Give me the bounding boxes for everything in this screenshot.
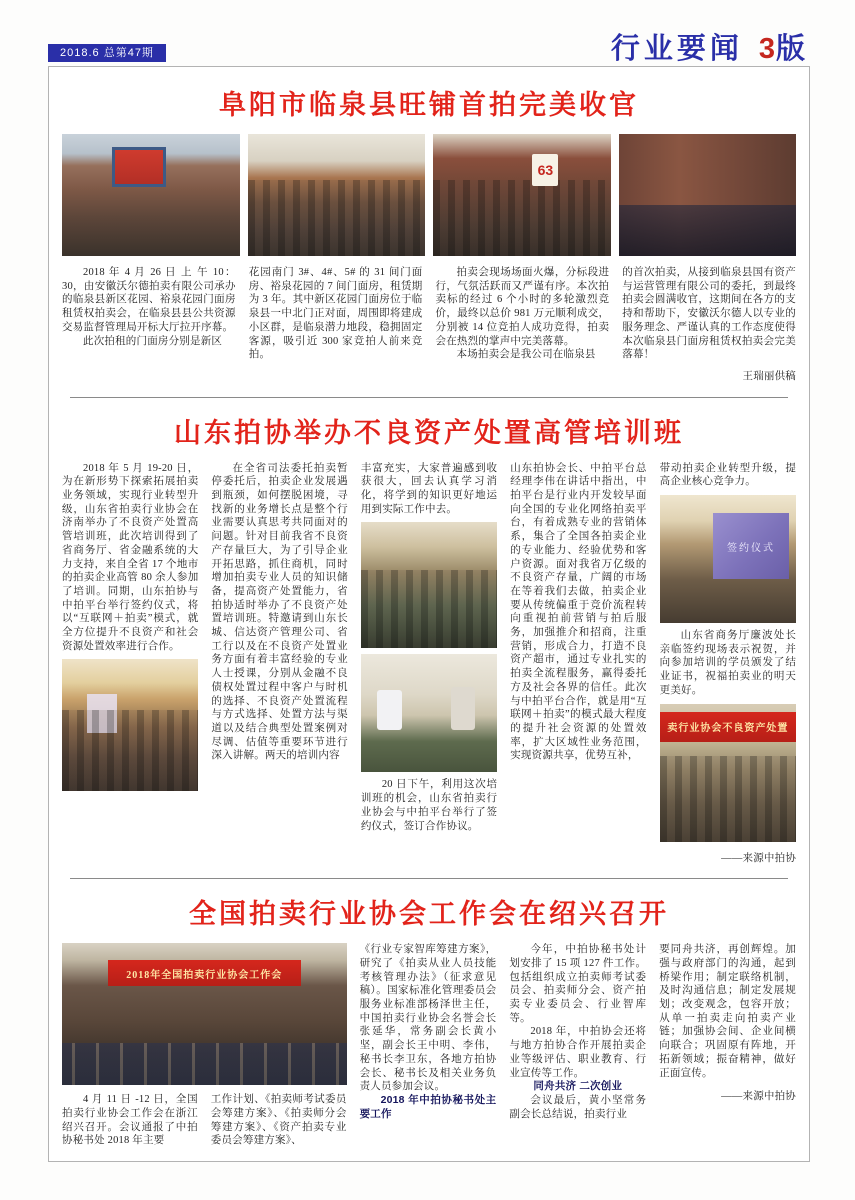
paragraph: 在全省司法委托拍卖暂停委托后，拍卖企业发展遇到瓶颈，如何摆脱困境，寻找新的业务增长点是整个行业需要认真思考共同面对的问题。针对目前我省不良资产存量巨大，为了引导企业开拓思路，抓住商机，同时增加拍卖专业人员的知识储备，提高资产处置能力，省拍协适时举办了不良资产处置培训班。特邀请到山东长城、信达资产管理公司、省工行以及在不良资产处置业务方面有着丰富经验的专业人士授课，分别从金融不良债权处置过程中客户与时机的选择、不良资产处置流程与方式选择、处置方法与渠道以及结合典型处置案例对尽调、估值等重要环节进行深入讲解。两天的培训内容 bbox=[211, 462, 348, 762]
photo-training-hall bbox=[62, 659, 198, 791]
article-shandong-training bbox=[62, 411, 796, 866]
paragraph: 要同舟共济，再创辉煌。加强与政府部门的沟通，起到桥梁作用；制定联络机制，及时沟通信息；制定发展规划；改变观念，包容开放；从单一拍卖走向拍卖产业链；加强协会间、企业间横向联合；巩固原有阵地，开拓新领域；振奋精神，做好正面宣传。 bbox=[659, 944, 796, 1079]
photo-work-meeting bbox=[62, 943, 347, 1085]
article-2-col-3 bbox=[361, 462, 497, 866]
section-title: 行业要闻 bbox=[610, 33, 743, 65]
article-3-col-5 bbox=[659, 943, 796, 1148]
article-2-col-1 bbox=[62, 462, 198, 866]
source-credit: ——来源中拍协 bbox=[721, 852, 797, 864]
article-separator bbox=[70, 878, 788, 879]
article-2-col-2 bbox=[211, 462, 347, 866]
paragraph: 的首次拍卖，从接到临泉县国有资产与运营管理有限公司的委托，到最终拍卖会圆满收官，这期间在各方的支持和帮助下，安徽沃尔德人以专业的服务理念、严谨认真的工作态度使得本次临泉县门面房租赁权拍卖会完美落幕！ bbox=[622, 267, 796, 361]
article-1-columns bbox=[62, 266, 796, 384]
article-1-col-2 bbox=[249, 266, 423, 384]
paragraph: 20 日下午，利用这次培训班的机会，山东省拍卖行业协会与中拍平台举行了签约仪式，签订合作协议。 bbox=[360, 779, 498, 832]
photo-speakers-table bbox=[361, 654, 497, 772]
sub-heading: 2018 年中拍协秘书处主要工作 bbox=[359, 1093, 497, 1120]
article-2-col-4 bbox=[510, 462, 646, 866]
photo-auction-hall bbox=[62, 134, 240, 256]
paragraph: 会议最后，黄小坚常务副会长总结说，拍卖行业 bbox=[509, 1094, 647, 1120]
article-3-headline: 全国拍卖行业协会工作会在绍兴召开 bbox=[189, 899, 669, 930]
source-credit: ——来源中拍协 bbox=[721, 1091, 796, 1103]
byline: 王瑞丽供稿 bbox=[742, 370, 796, 382]
paragraph: 工作计划、《拍卖师考试委员会筹建方案》、《拍卖师分会筹建方案》、《资产拍卖专业委员会筹建方案》、 bbox=[210, 1094, 347, 1147]
article-3-columns bbox=[62, 943, 796, 1148]
paragraph: 2018 年 4 月 26 日 上 午 10：30，由安徽沃尔德拍卖有限公司承办的临泉县新区花园、裕泉花园门面房租赁权拍卖会，在临泉县县公共资源交易监督管理局开标大厅拉开序幕。 bbox=[62, 267, 236, 333]
bid-paddle: 63 bbox=[532, 154, 558, 186]
meeting-banner-text: 2018年全国拍卖行业协会工作会 bbox=[126, 969, 283, 981]
photo-certificate-group bbox=[660, 704, 796, 842]
article-1-col-3 bbox=[436, 266, 610, 384]
paragraph: 此次拍租的门面房分别是新区 bbox=[83, 335, 223, 347]
article-3-sub-columns bbox=[62, 1093, 347, 1148]
content-frame bbox=[48, 66, 810, 1162]
paragraph: 4 月 11 日 -12 日，全国拍卖行业协会工作会在浙江绍兴召开。会议通报了中拍协秘书处 2018 年主要 bbox=[62, 1094, 198, 1147]
paragraph: 2018 年 5 月 19-20 日，为在新形势下探索拓展拍卖业务领域，实现行业转型升级，山东省拍卖行业协会在济南举办了不良资产处置高管培训班，此次培训得到了省商务厅、省金融系统的大力支持，来自全省 17 个地市的拍卖企业高管 80 余人参加了培训。同期，山东拍协与中拍平台举行签约仪式，将以“互联网＋拍卖”模式，就全方位提升不良资产和社会资源处置效率进行合作。 bbox=[62, 462, 199, 652]
paragraph: 2018 年，中拍协会还将与地方拍协合作开展拍卖企业等级评估、职业教育、行业宣传等工作。 bbox=[509, 1026, 647, 1079]
article-1-photo-row bbox=[62, 134, 796, 256]
paragraph: 山东省商务厅廉波处长亲临签约现场表示祝贺，并向参加培训的学员颁发了结业证书，祝福拍卖业的明天更美好。 bbox=[659, 630, 797, 696]
article-2-headline: 山东拍协举办不良资产处置高管培训班 bbox=[174, 417, 684, 448]
article-3-col-4 bbox=[509, 943, 646, 1148]
paragraph: 花园南门 3#、4#、5# 的 31 间门面房、裕泉花园的 7 间门面房，租赁期为 3 年。其中新区花园门面房位于临泉县一中北门正对面，周围即将建成小区群，是临泉潜力地段，稳拥固定客源，吸引近 300 家竞拍人前来竞拍。 bbox=[248, 267, 423, 361]
paragraph: 拍卖会现场场面火爆，分标段进行，气氛活跃而又严谨有序。本次拍卖标的经过 6 个小时的多轮激烈竞价，最终以总价 981 万元顺利成交，分别被 14 位竞拍人成功竞得，拍卖会在热烈的掌声中完美落幕。 bbox=[435, 267, 610, 347]
article-3-left-block bbox=[62, 943, 347, 1148]
article-1-headline: 阜阳市临泉县旺铺首拍完美收官 bbox=[219, 90, 639, 120]
paragraph: 丰富充实，大家普遍感到收获很大，回去认真学习消化，将学到的知识更好地运用到实际工作中去。 bbox=[360, 462, 498, 515]
photo-bidders bbox=[433, 134, 611, 256]
article-3-col-3 bbox=[360, 943, 497, 1148]
photo-signing-ceremony bbox=[660, 495, 796, 623]
page-label: 版 bbox=[775, 33, 809, 65]
signing-screen-text: 签约仪式 bbox=[727, 542, 776, 554]
article-1-col-1 bbox=[62, 266, 236, 384]
red-banner-text: 卖行业协会不良资产处置 bbox=[667, 723, 789, 735]
sub-heading: 同舟共济 二次创业 bbox=[533, 1080, 623, 1093]
article-separator bbox=[70, 397, 788, 398]
article-3-col-1 bbox=[62, 1093, 198, 1148]
paragraph: 带动拍卖企业转型升级，提高企业核心竞争力。 bbox=[659, 462, 797, 488]
article-2-col-5 bbox=[660, 462, 796, 866]
red-banner bbox=[660, 712, 796, 742]
paragraph: 山东拍协会长、中拍平台总经理李伟在讲话中指出，中拍平台是行业内开发较早面向全国的专业化网络拍卖平台，有着成熟专业的营销体系，集合了全国各拍卖企业的专业能力、经验优势和客户资源。面对我省万亿级的不良资产存量，广阔的市场在等着我们去做，拍卖企业要从传统偏重于竞价流程转向重视拍前营销与拍后服务，加强推介和招商，注重营销，形成合力，打造不良资产超市，通过专业扎实的拍卖全流程服务，赢得委托方及社会各界的信任。此次与中拍平台合作，就是用“互联网＋拍卖”的模式最大程度的提升社会资源的处置效率，扩大区域性业务范围，实现资源共享，优势互补， bbox=[510, 462, 647, 762]
article-3-col-2 bbox=[211, 1093, 347, 1148]
signing-screen bbox=[713, 513, 789, 580]
article-national-meeting bbox=[62, 892, 796, 1148]
paragraph: 《行业专家智库筹建方案》，研究了《拍卖从业人员技能考核管理办法》（征求意见稿）。国家标准化管理委员会服务业标准部杨泽世主任，中国拍卖行业协会名誉会长张延华，常务副会长黄小坚，副会长王中明、李伟，秘书长李卫东，各地方拍协会长、秘书长及相关业务负责人员参加会议。 bbox=[359, 944, 497, 1093]
article-2-columns bbox=[62, 462, 796, 866]
page-number: 3 bbox=[758, 33, 776, 65]
section-header bbox=[611, 26, 809, 67]
article-1-col-4 bbox=[622, 266, 796, 384]
article-fuyang-auction bbox=[62, 83, 796, 384]
paragraph: 今年，中拍协秘书处计划安排了 15 项 127 件工作。包括组织成立拍卖师考试委员会、拍卖师分会、资产拍卖专业委员会、行业智库等。 bbox=[509, 944, 647, 1024]
photo-auctioneer bbox=[619, 134, 797, 256]
projection-slide bbox=[115, 150, 163, 184]
paragraph: 本场拍卖会是我公司在临泉县 bbox=[456, 349, 596, 361]
issue-badge: 2018.6 总第47期 bbox=[48, 44, 166, 62]
meeting-banner bbox=[108, 960, 302, 986]
photo-crowd bbox=[248, 134, 426, 256]
photo-classroom bbox=[361, 522, 497, 648]
